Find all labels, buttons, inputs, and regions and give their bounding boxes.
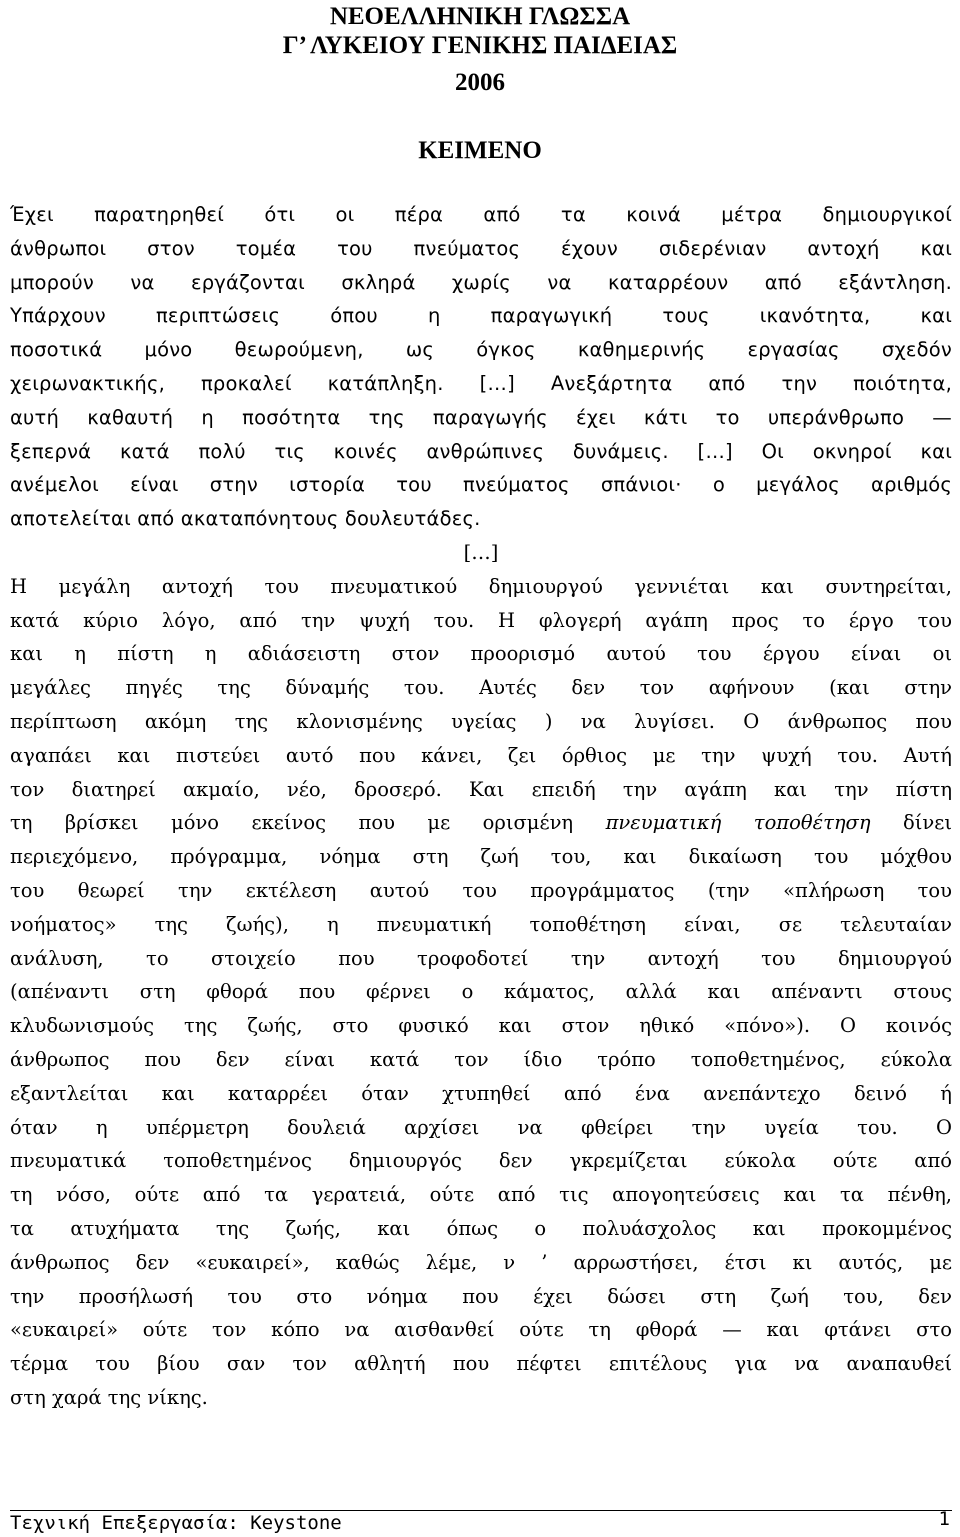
section-title: ΚΕΙΜΕΝΟ xyxy=(418,137,542,164)
paragraph1-line: ποσοτικά μόνο θεωρούμενη, ως όγκος καθημερινής εργασίας σχεδόν xyxy=(10,338,952,362)
italic-phrase: πνευματική τοποθέτηση xyxy=(605,811,871,835)
italic-line-after: δίνει xyxy=(903,811,952,835)
paragraph2-line: του θεωρεί την εκτέλεση αυτού του προγράμματος (την «πλήρωση του xyxy=(10,878,952,902)
paragraph1-line: Έχει παρατηρηθεί ότι οι πέρα από τα κοινά μέτρα δημιουργικοί xyxy=(10,203,952,226)
paragraph1-line: Υπάρχουν περιπτώσεις όπου η παραγωγική τους ικανότητα, και xyxy=(10,304,952,328)
paragraph2-line: κλυδωνισμούς της ζωής, στο φυσικό και στον ηθικό «πόνο»). Ο κοινός xyxy=(10,1014,952,1038)
paragraph1-line: ξεπερνά κατά πολύ τις κοινές ανθρώπινες δυνάμεις. […] Οι οκνηροί και xyxy=(10,439,952,463)
footer-divider xyxy=(10,1510,952,1511)
paragraph2-line: την προσήλωσή του στο νόημα που έχει δώσει στη ζωή του, δεν xyxy=(10,1284,952,1308)
paragraph1-line: ανέμελοι είναι στην ιστορία του πνεύματος σπάνιοι· ο μεγάλος αριθμός xyxy=(10,473,952,497)
paragraph1-line: αυτή καθαυτή η ποσότητα της παραγωγής έχει κάτι το υπεράνθρωπο — xyxy=(10,405,952,429)
paragraph2-line: όταν η υπέρμετρη δουλειά αρχίσει να φθείρει την υγεία του. Ο xyxy=(10,1115,952,1139)
paragraph1-line: άνθρωποι στον τομέα του πνεύματος έχουν σιδερένιαν αντοχή και xyxy=(10,236,952,260)
year-title: 2006 xyxy=(455,69,505,96)
italic-line-before: τη βρίσκει μόνο εκείνος που με ορισμένη xyxy=(10,811,574,835)
paragraph2-line: τέρμα του βίου σαν τον αθλητή που πέφτει επιτέλους για να αναπαυθεί xyxy=(10,1352,952,1376)
paragraph2-line: Η μεγάλη αντοχή του πνευματικού δημιουργού γεννιέται και συντηρείται, xyxy=(10,574,952,598)
paragraph2-line: κατά κύριο λόγο, από την ψυχή του. Η φλογερή αγάπη προς το έργο του xyxy=(10,608,952,632)
paragraph2-line: στη χαρά της νίκης. xyxy=(10,1385,208,1409)
paragraph1-line: χειρωνακτικής, προκαλεί κατάπληξη. […] Ανεξάρτητα από την ποιότητα, xyxy=(10,371,952,395)
class-title: Γ’ ΛΥΚΕΙΟΥ ΓΕΝΙΚΗΣ ΠΑΙΔΕΙΑΣ xyxy=(282,32,678,59)
paragraph2-line: τον διατηρεί ακμαίο, νέο, δροσερό. Και επειδή την αγάπη και την πίστη xyxy=(10,777,952,801)
paragraph2-line: περίπτωση ακόμη της κλονισμένης υγείας ) να λυγίσει. Ο άνθρωπος που xyxy=(10,709,952,733)
paragraph2-line: νοήματος» της ζωής), η πνευματική τοποθέτηση είναι, σε τελευταίαν xyxy=(10,912,952,936)
paragraph2-line: αγαπάει και πιστεύει αυτό που κάνει, ζει όρθιος με την ψυχή του. Αυτή xyxy=(10,743,952,767)
paragraph2-line: άνθρωπος που δεν είναι κατά τον ίδιο τρόπο τοποθετημένος, εύκολα xyxy=(10,1047,952,1071)
subject-title: ΝΕΟΕΛΛΗΝΙΚΗ ΓΛΩΣΣΑ xyxy=(329,3,631,30)
paragraph2-line: περιεχόμενο, πρόγραμμα, νόημα στη ζωή του, και δικαίωση του μόχθου xyxy=(10,845,952,869)
paragraph2-line: πνευματικά τοποθετημένος δημιουργός δεν γκρεμίζεται εύκολα ούτε από xyxy=(10,1149,952,1173)
paragraph2-line: τα ατυχήματα της ζωής, και όπως ο πολυάσχολος και προκομμένος xyxy=(10,1216,952,1240)
page-number: 1 xyxy=(938,1508,950,1530)
paragraph2-line: και η πίστη η αδιάσειστη στον προορισμό αυτού του έργου είναι οι xyxy=(10,642,952,666)
paragraph1-line: μπορούν να εργάζονται σκληρά χωρίς να καταρρέουν από εξάντληση. xyxy=(10,270,952,294)
paragraph2-line: «ευκαιρεί» ούτε τον κόπο να αισθανθεί ούτε τη φθορά — και φτάνει στο xyxy=(10,1318,952,1342)
paragraph1-line: αποτελείται από ακαταπόνητους δουλευτάδες. xyxy=(10,507,481,531)
ellipsis-marker: […] xyxy=(463,540,499,564)
paragraph2-line: ανάλυση, το στοιχείο που τροφοδοτεί την αντοχή του δημιουργού xyxy=(10,946,952,970)
paragraph2-line: άνθρωπος δεν «ευκαιρεί», καθώς λέμε, ν ’ αρρωστήσει, έτσι κι αυτός, με xyxy=(10,1250,952,1274)
document-body xyxy=(10,198,952,1415)
paragraph2-line: (απέναντι στη φθορά που φέρνει ο κάματος, αλλά και απέναντι στους xyxy=(10,980,952,1004)
paragraph2-line: εξαντλείται και καταρρέει όταν χτυπηθεί από ένα ανεπάντεχο δεινό ή xyxy=(10,1081,952,1105)
paragraph2-line: τη νόσο, ούτε από τα γερατειά, ούτε από τις απογοητεύσεις και τα πένθη, xyxy=(10,1183,952,1207)
paragraph2-line: μεγάλες πηγές της δύναμής του. Αυτές δεν τον αφήνουν (και στην xyxy=(10,676,952,700)
footer-credit: Τεχνική Επεξεργασία: Keystone xyxy=(10,1512,342,1534)
paragraph2-italic-line xyxy=(10,806,952,840)
